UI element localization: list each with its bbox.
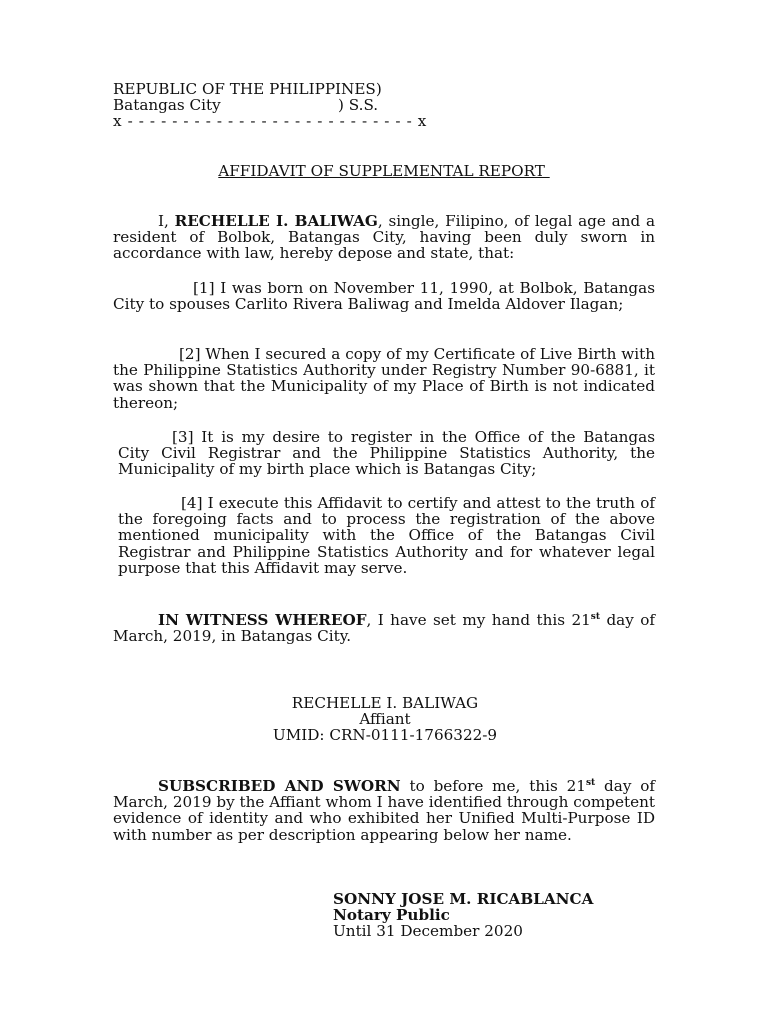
statement-item-1: [1] I was born on November 11, 1990, at Bolbok, Batangas City to spouses Carlito Rivera Baliwag and Imelda Aldover Ilagan;: [113, 279, 655, 314]
venue-caption: [113, 81, 433, 130]
affiant-role: Affiant: [359, 710, 411, 729]
witness-paragraph: IN WITNESS WHEREOF, I have set my hand this 21st day of March, 2019, in Batangas City.: [113, 611, 656, 646]
document-title: AFFIDAVIT OF SUPPLEMENTAL REPORT: [218, 162, 550, 180]
statement-item-3: [3] It is my desire to register in the Office of the Batangas City Civil Registrar and the Philippine Statistics Authority, the Municipality of my birth place which is Batangas City;: [118, 428, 655, 479]
venue-divider: x - - - - - - - - - - - - - - - - - - - - - - - - - - x: [113, 112, 427, 131]
venue-city: Batangas City: [113, 96, 221, 115]
intro-paragraph: I, RECHELLE I. BALIWAG, single, Filipino, of legal age and a resident of Bolbok, Batangas City, having been duly sworn in accordance with law, hereby depose and state, that:: [113, 212, 656, 263]
venue-city-line: [113, 97, 433, 113]
notary-name: SONNY JOSE M. RICABLANCA: [333, 890, 594, 908]
venue-ss: ) S.S.: [338, 96, 379, 115]
affiant-name-inline: RECHELLE I. BALIWAG: [174, 212, 378, 230]
affiant-umid: UMID: CRN-0111-1766322-9: [272, 726, 498, 745]
affiant-signature-block: [230, 695, 540, 744]
jurat-paragraph: SUBSCRIBED AND SWORN to before me, this 21st day of March, 2019 by the Affiant whom I have identified through competent evidence of identity and who exhibited her Unified Multi-Purpose ID with number as per description appearing below her name.: [113, 777, 656, 844]
statement-item-4: [4] I execute this Affidavit to certify and attest to the truth of the foregoing facts and to process the registration of the above mentioned municipality with the Office of the Batangas Civil Registrar and Philippine Statistics Authority and for whatever legal purpose that this Affidavit may serve.: [118, 494, 655, 577]
notary-commission: Until 31 December 2020: [333, 922, 523, 941]
venue-republic: REPUBLIC OF THE PHILIPPINES): [113, 80, 382, 98]
statement-item-2: [2] When I secured a copy of my Certificate of Live Birth with the Philippine Statistics Authority under Registry Number 90-6881, it was shown that the Municipality of my Place of Birth is not indicated thereon;: [113, 345, 655, 412]
notary-title: Notary Public: [333, 906, 450, 925]
notary-block: [333, 891, 633, 940]
affiant-name: RECHELLE I. BALIWAG: [291, 694, 479, 712]
